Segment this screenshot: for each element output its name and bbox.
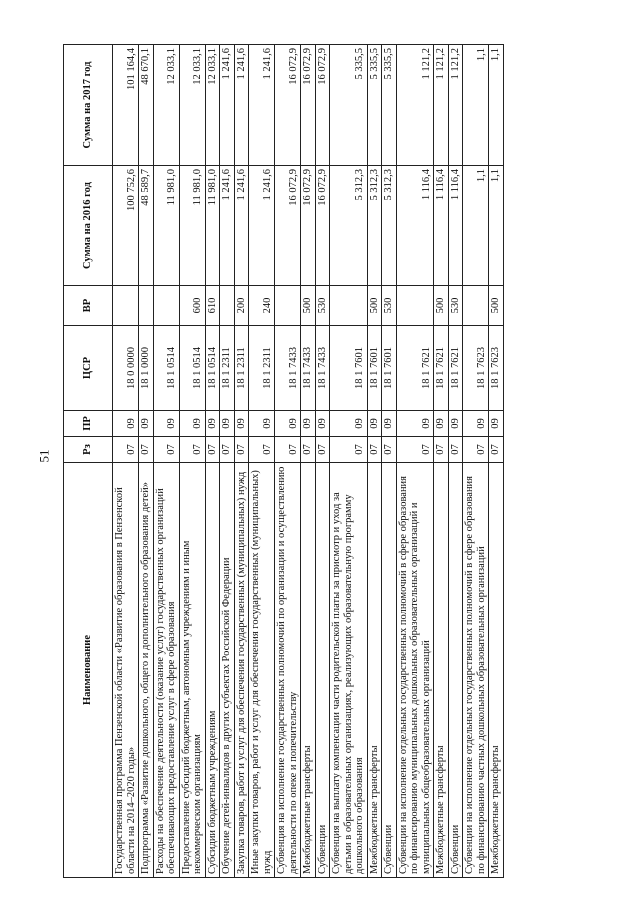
page-number: 51 [36,449,52,463]
row-vr: 530 [448,286,463,326]
table-row [434,45,449,878]
row-pr: 09 [463,411,489,437]
row-rz: 07 [179,437,205,463]
row-rz: 07 [249,437,275,463]
row-pr: 09 [330,411,368,437]
row-rz: 07 [275,437,301,463]
table-header-row [64,45,113,878]
row-sum-2017: 5 335,5 [367,45,382,166]
row-name: Иные закупки товаров, работ и услуг для обеспечения государственных (муниципальных) нужд [249,463,275,878]
row-sum-2017: 1 121,2 [434,45,449,166]
header-pr: ПР [64,411,113,437]
row-csr: 18 1 7433 [301,326,316,411]
row-rz: 07 [301,437,316,463]
row-csr: 18 1 7621 [448,326,463,411]
header-rz: Рз [64,437,113,463]
row-name: Подпрограмма «Развитие дошкольного, общего и дополнительного образования детей» [139,463,154,878]
row-sum-2017: 5 335,5 [382,45,397,166]
row-csr: 18 1 7601 [367,326,382,411]
row-sum-2016: 11 981,0 [205,166,220,286]
row-rz: 07 [113,437,139,463]
row-csr: 18 1 7621 [434,326,449,411]
row-vr: 530 [382,286,397,326]
row-sum-2017: 12 033,1 [179,45,205,166]
row-rz: 07 [434,437,449,463]
row-pr: 09 [113,411,139,437]
row-sum-2016: 11 981,0 [179,166,205,286]
row-rz: 07 [396,437,434,463]
row-name: Субвенции [382,463,397,878]
row-name: Субвенция на выплату компенсации части родительской платы за присмотр и уход за детьми в образовательных организациях, реализующих образовательную программу дошкольного образования [330,463,368,878]
row-sum-2017: 1,1 [463,45,489,166]
row-csr: 18 1 7433 [275,326,301,411]
row-name: Субвенция на исполнение государственных полномочий по организации и осуществлению деятельности по опеке и попечительству [275,463,301,878]
row-rz: 07 [448,437,463,463]
table-row [330,45,368,878]
header-name: Наименование [64,463,113,878]
table-row [448,45,463,878]
row-rz: 07 [330,437,368,463]
table-row [139,45,154,878]
rotated-table-container [63,45,590,878]
table-row [301,45,316,878]
row-rz: 07 [382,437,397,463]
row-sum-2017: 101 164,4 [113,45,139,166]
table-row [220,45,235,878]
row-name: Закупка товаров, работ и услуг для обеспечения государственных (муниципальных) нужд [234,463,249,878]
table-row [275,45,301,878]
table-row [315,45,330,878]
row-name: Расходы на обеспечение деятельности (оказание услуг) государственных организаций обеспечивающих предоставление услуг в сфере образования [153,463,179,878]
row-csr: 18 1 0514 [179,326,205,411]
row-pr: 09 [234,411,249,437]
row-sum-2016: 1 241,6 [249,166,275,286]
row-csr: 18 1 2311 [220,326,235,411]
row-pr: 09 [220,411,235,437]
row-pr: 09 [275,411,301,437]
row-pr: 09 [382,411,397,437]
row-sum-2017: 1 241,6 [249,45,275,166]
row-sum-2017: 5 335,5 [330,45,368,166]
row-vr [330,286,368,326]
table-row [153,45,179,878]
row-sum-2017: 16 072,9 [315,45,330,166]
table-row [367,45,382,878]
table-row [113,45,139,878]
row-csr: 18 1 7433 [315,326,330,411]
row-pr: 09 [434,411,449,437]
row-sum-2017: 1 121,2 [448,45,463,166]
row-vr: 610 [205,286,220,326]
header-csr: ЦСР [64,326,113,411]
row-sum-2016: 48 589,7 [139,166,154,286]
row-name: Межбюджетные трансферты [434,463,449,878]
row-vr: 500 [489,286,504,326]
row-vr [396,286,434,326]
row-vr [220,286,235,326]
row-pr: 09 [489,411,504,437]
row-rz: 07 [139,437,154,463]
row-name: Субвенции на исполнение отдельных государственных полномочий в сфере образования по финансированию частных дошкольных образовательных организаций [463,463,489,878]
row-pr: 09 [153,411,179,437]
row-vr [153,286,179,326]
row-sum-2017: 1 241,6 [234,45,249,166]
row-sum-2016: 1 116,4 [448,166,463,286]
row-sum-2017: 16 072,9 [275,45,301,166]
row-rz: 07 [205,437,220,463]
row-pr: 09 [396,411,434,437]
row-pr: 09 [249,411,275,437]
row-vr: 500 [434,286,449,326]
row-pr: 09 [205,411,220,437]
row-sum-2016: 1 116,4 [396,166,434,286]
table-body [113,45,504,878]
row-sum-2016: 11 981,0 [153,166,179,286]
row-csr: 18 1 7623 [489,326,504,411]
table-row [249,45,275,878]
table-row [396,45,434,878]
table-row [179,45,205,878]
budget-table [63,44,504,878]
row-vr [463,286,489,326]
row-name: Межбюджетные трансферты [489,463,504,878]
table-row [382,45,397,878]
row-sum-2016: 1 241,6 [220,166,235,286]
row-sum-2016: 1,1 [463,166,489,286]
row-name: Субвенции [448,463,463,878]
row-sum-2017: 1 241,6 [220,45,235,166]
table-row [489,45,504,878]
table-row [205,45,220,878]
row-name: Обучение детей-инвалидов в других субъектах Российской Федерации [220,463,235,878]
row-csr: 18 1 2311 [249,326,275,411]
row-vr [275,286,301,326]
row-rz: 07 [220,437,235,463]
row-sum-2016: 1,1 [489,166,504,286]
row-rz: 07 [234,437,249,463]
row-csr: 18 1 0000 [139,326,154,411]
row-name: Предоставление субсидий бюджетным, автономным учреждениям и иным некоммерческим организациям [179,463,205,878]
row-name: Субвенции [315,463,330,878]
row-sum-2016: 16 072,9 [315,166,330,286]
row-rz: 07 [489,437,504,463]
row-pr: 09 [301,411,316,437]
row-csr: 18 1 7621 [396,326,434,411]
row-vr: 200 [234,286,249,326]
row-sum-2017: 16 072,9 [301,45,316,166]
row-name: Межбюджетные трансферты [301,463,316,878]
row-name: Межбюджетные трансферты [367,463,382,878]
row-sum-2016: 16 072,9 [301,166,316,286]
table-row [463,45,489,878]
row-csr: 18 0 0000 [113,326,139,411]
row-sum-2017: 1,1 [489,45,504,166]
row-name: Государственная программа Пензенской области «Развитие образования в Пензенской области на 2014–2020 годы» [113,463,139,878]
row-pr: 09 [367,411,382,437]
row-vr: 500 [301,286,316,326]
row-sum-2017: 12 033,1 [153,45,179,166]
row-sum-2017: 12 033,1 [205,45,220,166]
row-vr: 500 [367,286,382,326]
row-vr: 530 [315,286,330,326]
row-pr: 09 [448,411,463,437]
row-csr: 18 1 2311 [234,326,249,411]
header-sum-2016: Сумма на 2016 год [64,166,113,286]
header-sum-2017: Сумма на 2017 год [64,45,113,166]
row-csr: 18 1 0514 [205,326,220,411]
row-pr: 09 [179,411,205,437]
row-sum-2016: 100 752,6 [113,166,139,286]
row-pr: 09 [139,411,154,437]
row-csr: 18 1 7601 [330,326,368,411]
table-row [234,45,249,878]
row-vr [113,286,139,326]
header-vr: ВР [64,286,113,326]
row-sum-2016: 1 116,4 [434,166,449,286]
row-name: Субсидии бюджетным учреждениям [205,463,220,878]
row-vr [139,286,154,326]
row-csr: 18 1 7601 [382,326,397,411]
row-sum-2016: 5 312,3 [330,166,368,286]
row-vr: 240 [249,286,275,326]
row-sum-2017: 1 121,2 [396,45,434,166]
row-name: Субвенции на исполнение отдельных государственных полномочий в сфере образования по финансированию муниципальных дошкольных образовательных организаций и муниципальных общеобразовательных организаций [396,463,434,878]
row-csr: 18 1 0514 [153,326,179,411]
row-rz: 07 [463,437,489,463]
row-rz: 07 [367,437,382,463]
row-csr: 18 1 7623 [463,326,489,411]
row-rz: 07 [153,437,179,463]
row-pr: 09 [315,411,330,437]
row-rz: 07 [315,437,330,463]
row-sum-2016: 5 312,3 [367,166,382,286]
row-sum-2017: 48 670,1 [139,45,154,166]
row-sum-2016: 1 241,6 [234,166,249,286]
row-sum-2016: 16 072,9 [275,166,301,286]
row-vr: 600 [179,286,205,326]
row-sum-2016: 5 312,3 [382,166,397,286]
